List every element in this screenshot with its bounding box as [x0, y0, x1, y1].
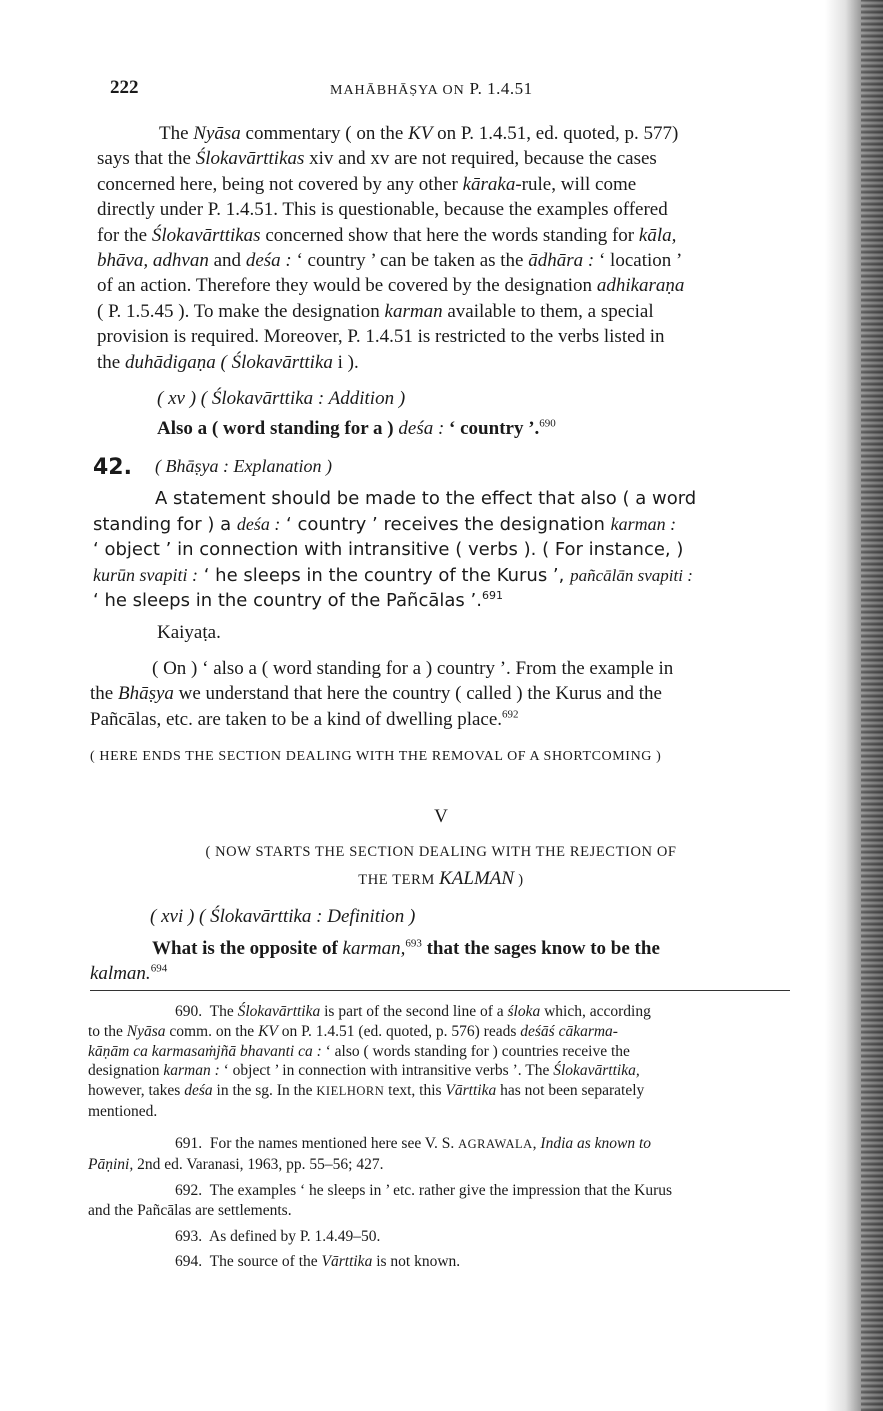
- line: directly under P. 1.4.51. This is questionable, because the examples offered: [97, 199, 668, 221]
- line: concerned here, being not covered by any other kāraka-rule, will come: [97, 173, 637, 195]
- footnote-divider: [90, 990, 790, 991]
- bhasya-explanation-paragraph: [93, 486, 796, 614]
- line: 691. For the names mentioned here see V. S. AGRAWALA, India as known to: [175, 1135, 652, 1152]
- line: kurūn svapiti : ‘ he sleeps in the country of the Kurus ’, pañcālān svapiti :: [93, 564, 693, 586]
- line: 692. The examples ‘ he sleeps in ’ etc. rather give the impression that the Kurus: [175, 1182, 673, 1199]
- section-v-title-line1: ( NOW STARTS THE SECTION DEALING WITH THE REJECTION OF: [205, 844, 677, 860]
- section-v-title-line2: THE TERM KALMAN ): [358, 868, 524, 889]
- line: What is the opposite of karman,$^{693}$ that the sages know to be the: [152, 937, 660, 959]
- line: and the Pañcālas are settlements.: [88, 1201, 292, 1219]
- line: Pāṇini, 2nd ed. Varanasi, 1963, pp. 55–56; 427.: [88, 1155, 384, 1173]
- line: ( On ) ‘ also a ( word standing for a ) country ’. From the example in: [152, 658, 674, 679]
- footnote-691: [88, 1134, 790, 1175]
- section-numeral-v: V: [434, 806, 448, 827]
- line: ( P. 1.5.45 ). To make the designation karman available to them, a special: [97, 300, 654, 322]
- running-head-reference: P. 1.4.51: [469, 79, 533, 98]
- section-number-42: 42.: [93, 455, 132, 480]
- section-end-note: ( HERE ENDS THE SECTION DEALING WITH THE REMOVAL OF A SHORTCOMING ): [90, 749, 662, 764]
- line: to the Nyāsa comm. on the KV on P. 1.4.51 (ed. quoted, p. 576) reads deśāś cākarma-: [88, 1022, 618, 1040]
- line: mentioned.: [88, 1102, 158, 1120]
- kaiyata-heading: Kaiyaṭa.: [157, 622, 221, 643]
- line: of an action. Therefore they would be covered by the designation adhikaraṇa: [97, 275, 685, 297]
- line: the Bhāṣya we understand that here the country ( called ) the Kurus and the: [90, 683, 662, 705]
- footnote-ref-692[interactable]: 692: [502, 708, 519, 721]
- footnote-ref-693[interactable]: 693: [405, 937, 422, 950]
- footnote-ref-694[interactable]: 694: [150, 963, 168, 976]
- sloka-xv-text: Also a ( word standing for a ) deśa : ‘ country ’.$^{690}$: [157, 417, 556, 439]
- line: 693. As defined by P. 1.4.49–50.: [175, 1228, 381, 1245]
- sloka-xvi-heading: ( xvi ) ( Ślokavārttika : Definition ): [150, 906, 416, 927]
- line: standing for ) a deśa : ‘ country ’ receives the designation karman :: [93, 513, 677, 535]
- footnote-693: [88, 1227, 790, 1247]
- nyasa-commentary-paragraph: [97, 121, 796, 375]
- line: says that the Ślokavārttikas xiv and xv are not required, because the cases: [97, 148, 657, 170]
- line: bhāva, adhvan and deśa : ‘ country ’ can be taken as the ādhāra : ‘ location ’: [97, 250, 683, 272]
- line: provision is required. Moreover, P. 1.4.51 is restricted to the verbs listed in: [97, 326, 665, 348]
- line: ‘ he sleeps in the country of the Pañcālas ’.$^{691}$: [93, 589, 503, 611]
- line: 694. The source of the Vārttika is not known.: [175, 1253, 461, 1270]
- line: Pañcālas, etc. are taken to be a kind of dwelling place.$^{692}$: [90, 708, 519, 730]
- footnote-ref-691[interactable]: 691: [481, 589, 503, 602]
- footnote-ref-690[interactable]: 690: [539, 417, 556, 430]
- running-head-title: MAHĀBHĀṢYA ON: [330, 83, 465, 98]
- sloka-xv-heading: ( xv ) ( Ślokavārttika : Addition ): [157, 388, 406, 409]
- line: kāṇām ca karmasaṁjñā bhavanti ca : ‘ also ( words standing for ) countries receive the: [88, 1042, 630, 1060]
- line: the duhādigaṇa ( Ślokavārttika i ).: [97, 351, 359, 373]
- line: 690. The Ślokavārttika is part of the second line of a śloka which, according: [175, 1003, 651, 1020]
- line: ‘ object ’ in connection with intransitive ( verbs ). ( For instance, ): [93, 539, 684, 560]
- scanned-page-edge-texture: [861, 0, 883, 1411]
- line: for the Ślokavārttikas concerned show that here the words standing for kāla,: [97, 224, 677, 246]
- page-number: 222: [110, 77, 139, 98]
- line: A statement should be made to the effect that also ( a word: [155, 488, 697, 509]
- bhasya-heading: ( Bhāṣya : Explanation ): [155, 456, 332, 476]
- line: kalman.$^{694}$: [90, 963, 168, 985]
- line: designation karman : ‘ object ’ in connection with intransitive verbs ’. The Ślokavārttika,: [88, 1062, 640, 1080]
- line: however, takes deśa in the sg. In the KIELHORN text, this Vārttika has not been separately: [88, 1082, 645, 1100]
- footnote-692: [88, 1181, 790, 1221]
- line: The Nyāsa commentary ( on the KV on P. 1.4.51, ed. quoted, p. 577): [159, 123, 679, 144]
- sloka-xvi-text: [90, 936, 790, 987]
- running-head: [330, 79, 533, 99]
- footnote-694: [88, 1252, 790, 1272]
- footnote-690: [88, 1002, 790, 1122]
- kaiyata-paragraph: [90, 656, 792, 732]
